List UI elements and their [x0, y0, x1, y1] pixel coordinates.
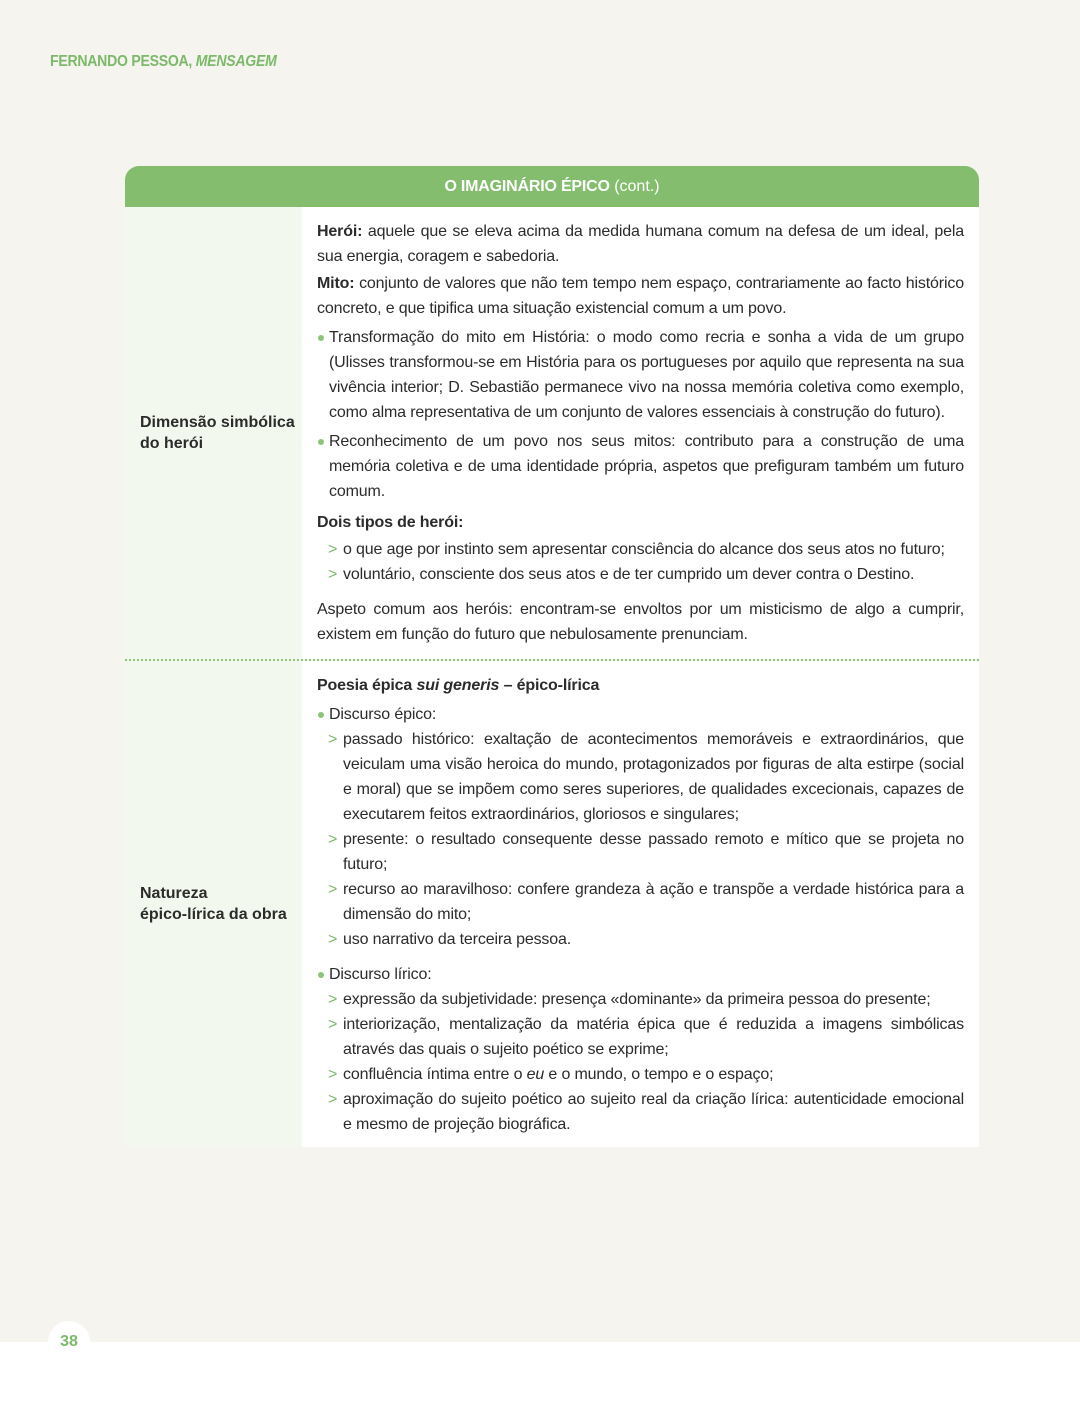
row-content-cell: [302, 207, 979, 659]
chevron-right-icon: >: [328, 831, 338, 848]
list-item: > presente: o resultado consequente desse passado remoto e mítico que se projeta no futuro;: [317, 827, 964, 877]
author: FERNANDO PESSOA,: [50, 53, 196, 70]
row-label-cell: [125, 661, 302, 1147]
list-item: > o que age por instinto sem apresentar consciência do alcance dos seus atos no futuro;: [317, 537, 964, 562]
list-item: > interiorização, mentalização da matéria épica que é reduzida a imagens simbólicas através das quais o sujeito poético se exprime;: [317, 1012, 964, 1062]
bullet-item: Discurso lírico:: [317, 962, 964, 987]
table-row: [125, 661, 979, 1147]
chevron-right-icon: >: [328, 541, 338, 558]
table-row: [125, 207, 979, 661]
list-item: > voluntário, consciente dos seus atos e de ter cumprido um dever contra o Destino.: [317, 562, 964, 587]
chevron-right-icon: >: [328, 1016, 338, 1033]
summary-table: [125, 166, 979, 1147]
subheading: Poesia épica sui generis – épico-lírica: [317, 677, 600, 694]
footer-band: [0, 1342, 1080, 1406]
row-label: Natureza épico-lírica da obra: [140, 885, 287, 923]
list-item: > uso narrativo da terceira pessoa.: [317, 927, 964, 952]
chevron-right-icon: >: [328, 1091, 338, 1108]
chevron-right-icon: >: [328, 731, 338, 748]
bullet-item: Reconhecimento de um povo nos seus mitos: contributo para a construção de uma memória coletiva e de uma identidade própria, aspetos que prefiguram também um futuro comum.: [317, 429, 964, 504]
page-number: 38: [48, 1321, 90, 1363]
table-title: O IMAGINÁRIO ÉPICO: [444, 178, 610, 195]
list-item: > expressão da subjetividade: presença «dominante» da primeira pessoa do presente;: [317, 987, 964, 1012]
chevron-right-icon: >: [328, 991, 338, 1008]
list-item: > confluência íntima entre o eu e o mundo, o tempo e o espaço;: [317, 1062, 964, 1087]
definition-mito: Mito: conjunto de valores que não tem tempo nem espaço, contrariamente ao facto histórico concreto, e que tipifica uma situação existencial comum a um povo.: [317, 275, 964, 317]
table-header: [125, 166, 979, 207]
list-item: > passado histórico: exaltação de acontecimentos memoráveis e extraordinários, que veiculam uma visão heroica do mundo, protagonizados por figuras de alta estirpe (social e moral) que se impõem como seres superiores, de qualidades excecionais, capazes de executarem feitos extraordinários, gloriosos e singulares;: [317, 727, 964, 827]
list-item: > aproximação do sujeito poético ao sujeito real da criação lírica: autenticidade emocional e mesmo de projeção biográfica.: [317, 1087, 964, 1137]
chevron-right-icon: >: [328, 566, 338, 583]
work-title: MENSAGEM: [195, 53, 277, 70]
chevron-right-icon: >: [328, 1066, 338, 1083]
table-title-suffix: (cont.): [609, 178, 660, 195]
chevron-right-icon: >: [328, 881, 338, 898]
running-head: [50, 53, 277, 71]
row-label-cell: [125, 207, 302, 659]
closing-note: Aspeto comum aos heróis: encontram-se envoltos por um misticismo de algo a cumprir, existem em função do futuro que nebulosamente prenunciam.: [317, 601, 964, 643]
row-content-cell: [302, 661, 979, 1147]
row-label: Dimensão simbólica do herói: [140, 414, 295, 452]
subheading: Dois tipos de herói:: [317, 514, 464, 531]
definition-heroi: Herói: aquele que se eleva acima da medida humana comum na defesa de um ideal, pela sua energia, coragem e sabedoria.: [317, 223, 964, 265]
list-item: > recurso ao maravilhoso: confere grandeza à ação e transpõe a verdade histórica para a dimensão do mito;: [317, 877, 964, 927]
bullet-item: Discurso épico:: [317, 702, 964, 727]
bullet-item: Transformação do mito em História: o modo como recria e sonha a vida de um grupo (Ulisses transformou-se em História para os portugueses por aquilo que representa na sua vivência interior; D. Sebastião permanece vivo na nossa memória coletiva como exemplo, como alma representativa de um conjunto de valores essenciais à construção do futuro).: [317, 325, 964, 425]
chevron-right-icon: >: [328, 931, 338, 948]
